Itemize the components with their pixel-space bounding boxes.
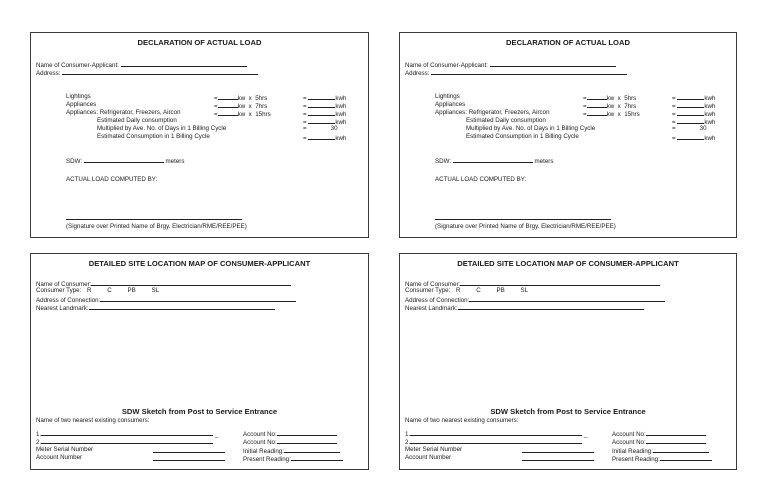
sdw-field[interactable]: [66, 156, 184, 166]
kw-line: [218, 101, 238, 108]
item-2-number: 2.: [36, 439, 42, 446]
estimated-daily-label: Estimated Daily consumption: [466, 117, 546, 124]
address-line: [431, 68, 627, 75]
address-line: [62, 68, 258, 75]
kw-unit: kw: [237, 103, 246, 110]
account-no-label: Account No:: [612, 439, 646, 446]
present-reading-line: [291, 454, 343, 461]
consumer-name-line: [121, 60, 247, 67]
heavy-appliances-label: Appliances: Refrigerator, Freezers, Aircon: [66, 109, 181, 116]
computed-by-label: ACTUAL LOAD COMPUTED BY:: [66, 176, 158, 183]
initial-reading-line: [284, 446, 340, 453]
kw-line: [587, 101, 607, 108]
kwh-unit: kwh: [704, 135, 716, 142]
eq-sign: =: [672, 103, 676, 110]
item-2-number: 2.: [405, 439, 411, 446]
present-reading-label: Present Reading:: [612, 456, 660, 463]
kw-unit: kw: [606, 111, 615, 118]
eq-sign: =: [303, 125, 307, 132]
eq-sign: =: [672, 125, 676, 132]
item-2-line: [41, 437, 213, 444]
lightings-label: Lightings: [66, 93, 91, 100]
kw-unit: kw: [606, 103, 615, 110]
multiplied-label: Multiplied by Ave. No. of Days in 1 Billing Cycle: [466, 125, 596, 132]
kwh-unit: kwh: [335, 95, 347, 102]
item-1-tail: _: [583, 431, 588, 438]
nearest-consumers-label: Name of two nearest existing consumers:: [36, 417, 150, 424]
kw-line: [218, 109, 238, 116]
item-1-number: 1.: [405, 431, 411, 438]
account-no-label: Account No:: [243, 431, 277, 438]
type-c-option[interactable]: C: [476, 287, 481, 294]
sdw-field[interactable]: [435, 156, 553, 166]
declaration-title: DECLARATION OF ACTUAL LOAD: [137, 38, 262, 47]
eq-sign: =: [214, 95, 218, 102]
connection-address-line: [469, 295, 665, 302]
appliances-label: Appliances: [435, 101, 466, 108]
item-1-line: [41, 429, 213, 436]
item-1-tail: _: [214, 431, 219, 438]
eq-sign: =: [672, 111, 676, 118]
eq-sign: =: [583, 103, 587, 110]
consumer-name-label: Name of Consumer-Applicant:: [36, 62, 119, 69]
kwh-unit: kwh: [704, 95, 716, 102]
estimated-daily-label: Estimated Daily consumption: [97, 117, 177, 124]
hours-value: 7hrs: [624, 103, 637, 110]
estimated-billing-label: Estimated Consumption in 1 Billing Cycle: [97, 133, 210, 140]
eq-sign: =: [583, 95, 587, 102]
declaration-title: DECLARATION OF ACTUAL LOAD: [506, 38, 630, 47]
lightings-label: Lightings: [435, 93, 460, 100]
times-sign: x: [248, 95, 252, 102]
meter-serial-line: [522, 446, 594, 453]
initial-reading-line: [653, 446, 709, 453]
account-no-line: [277, 437, 337, 444]
kw-unit: kw: [237, 111, 246, 118]
account-number-label: Account Number: [36, 454, 83, 461]
meter-serial-line: [153, 446, 225, 453]
account-number-field[interactable]: [522, 454, 594, 464]
kwh-line: [677, 93, 704, 100]
landmark-field[interactable]: [405, 303, 644, 313]
item-1-number: 1.: [36, 431, 42, 438]
connection-address-line: [100, 295, 296, 302]
landmark-line: [89, 303, 275, 310]
account-number-field[interactable]: [153, 454, 225, 464]
eq-sign: =: [303, 103, 307, 110]
heavy-appliances-kw-field[interactable]: [214, 109, 271, 119]
signature-caption: (Signature over Printed Name of Brgy. Electrician/RME/REE/PEE): [435, 223, 616, 230]
declaration-form-right: [399, 32, 737, 238]
sketch-title: SDW Sketch from Post to Service Entrance: [121, 407, 278, 416]
account-number-line: [153, 454, 225, 461]
landmark-line: [458, 303, 644, 310]
eq-sign: =: [672, 135, 676, 142]
eq-sign: =: [583, 111, 587, 118]
type-r-option[interactable]: R: [456, 287, 461, 294]
times-sign: x: [248, 103, 252, 110]
meter-serial-label: Meter Serial Number: [36, 446, 94, 453]
sketch-title: SDW Sketch from Post to Service Entrance: [490, 407, 646, 416]
site-map-title: DETAILED SITE LOCATION MAP OF CONSUMER-APPLICANT: [457, 259, 679, 268]
item-1-line: [410, 429, 582, 436]
address-field[interactable]: [36, 68, 258, 78]
days-value: 30: [699, 125, 707, 132]
consumer-name-label: Name of Consumer:: [405, 281, 461, 288]
consumer-name-label: Name of Consumer-Applicant:: [405, 62, 488, 69]
kw-line: [587, 109, 607, 116]
kw-unit: kw: [606, 95, 615, 102]
landmark-label: Nearest Landmark:: [405, 305, 458, 312]
kwh-unit: kwh: [704, 103, 716, 110]
consumer-name-line: [91, 279, 291, 286]
times-sign: x: [617, 103, 621, 110]
eq-sign: =: [303, 111, 307, 118]
multiplied-label: Multiplied by Ave. No. of Days in 1 Billing Cycle: [97, 125, 227, 132]
days-value: 30: [330, 125, 338, 132]
address-label: Address:: [36, 70, 61, 77]
hours-value: 15hrs: [624, 111, 640, 118]
eq-sign: =: [303, 119, 307, 126]
site-map-form-left: [30, 253, 369, 470]
declaration-form-left: [30, 32, 369, 238]
sdw-label: SDW:: [66, 158, 83, 165]
signature-caption: (Signature over Printed Name of Brgy. Electrician/RME/REE/PEE): [66, 223, 247, 230]
sdw-line: [84, 156, 164, 163]
kwh-unit: kwh: [335, 119, 347, 126]
type-sl-option[interactable]: SL: [520, 287, 529, 294]
hours-value: 7hrs: [255, 103, 268, 110]
kwh-line: [308, 117, 335, 124]
account-no-line: [646, 437, 706, 444]
consumer-type-field: [405, 287, 528, 295]
connection-address-label: Address of Connection:: [36, 297, 101, 304]
computed-by-label: ACTUAL LOAD COMPUTED BY:: [435, 176, 527, 183]
eq-sign: =: [214, 111, 218, 118]
consumer-name-line: [490, 60, 616, 67]
kwh-unit: kwh: [335, 111, 347, 118]
consumer-name-line: [460, 279, 660, 286]
sdw-label: SDW:: [435, 158, 452, 165]
account-number-label: Account Number: [405, 454, 452, 461]
present-reading-label: Present Reading:: [243, 456, 291, 463]
landmark-field[interactable]: [36, 303, 275, 313]
kwh-line: [677, 109, 704, 116]
sdw-unit: meters: [534, 158, 554, 165]
account-number-line: [522, 454, 594, 461]
hours-value: 5hrs: [624, 95, 637, 102]
appliances-label: Appliances: [66, 101, 97, 108]
account-no-label: Account No:: [243, 439, 277, 446]
estimated-billing-field[interactable]: [303, 133, 346, 143]
type-r-option[interactable]: R: [87, 287, 92, 294]
account-no-label: Account No:: [612, 431, 646, 438]
nearest-consumers-label: Name of two nearest existing consumers:: [405, 417, 519, 424]
kw-unit: kw: [237, 95, 246, 102]
multiplied-value: [672, 125, 707, 133]
kwh-line: [677, 133, 704, 140]
eq-sign: =: [672, 119, 676, 126]
sdw-unit: meters: [165, 158, 185, 165]
signature-line[interactable]: [435, 219, 611, 220]
kwh-line: [308, 93, 335, 100]
account-no-line: [277, 429, 337, 436]
landmark-label: Nearest Landmark:: [36, 305, 89, 312]
estimated-billing-label: Estimated Consumption in 1 Billing Cycle: [466, 133, 579, 140]
consumer-type-label: Consumer Type:: [36, 287, 82, 294]
sdw-line: [453, 156, 533, 163]
initial-reading-label: Initial Reading:: [612, 448, 653, 455]
heavy-appliances-kw-field[interactable]: [583, 109, 640, 119]
kwh-unit: kwh: [704, 119, 716, 126]
kwh-line: [308, 101, 335, 108]
hours-value: 5hrs: [255, 95, 268, 102]
kwh-line: [308, 109, 335, 116]
type-pb-option[interactable]: PB: [127, 287, 136, 294]
kw-line: [218, 93, 238, 100]
site-map-form-right: [399, 253, 737, 470]
kwh-unit: kwh: [704, 111, 716, 118]
type-sl-option[interactable]: SL: [151, 287, 160, 294]
kwh-line: [677, 117, 704, 124]
consumer-name-label: Name of Consumer:: [36, 281, 92, 288]
consumer-type-label: Consumer Type:: [405, 287, 451, 294]
hours-value: 15hrs: [255, 111, 271, 118]
eq-sign: =: [672, 95, 676, 102]
account-no-line: [646, 429, 706, 436]
site-map-title: DETAILED SITE LOCATION MAP OF CONSUMER-APPLICANT: [88, 259, 311, 268]
consumer-type-field: [36, 287, 159, 295]
type-pb-option[interactable]: PB: [496, 287, 505, 294]
kwh-line: [308, 133, 335, 140]
meter-serial-label: Meter Serial Number: [405, 446, 463, 453]
item-2-line: [410, 437, 582, 444]
type-c-option[interactable]: C: [107, 287, 112, 294]
kwh-line: [677, 101, 704, 108]
present-reading-field[interactable]: [243, 454, 343, 464]
eq-sign: =: [303, 95, 307, 102]
multiplied-value: [303, 125, 338, 133]
signature-line[interactable]: [66, 219, 242, 220]
times-sign: x: [617, 111, 621, 118]
estimated-billing-field[interactable]: [672, 133, 715, 143]
present-reading-field[interactable]: [612, 454, 712, 464]
address-field[interactable]: [405, 68, 627, 78]
initial-reading-label: Initial Reading:: [243, 448, 284, 455]
heavy-appliances-label: Appliances: Refrigerator, Freezers, Aircon: [435, 109, 550, 116]
eq-sign: =: [214, 103, 218, 110]
address-label: Address:: [405, 70, 430, 77]
times-sign: x: [248, 111, 252, 118]
present-reading-line: [660, 454, 712, 461]
kw-line: [587, 93, 607, 100]
eq-sign: =: [303, 135, 307, 142]
times-sign: x: [617, 95, 621, 102]
kwh-unit: kwh: [335, 103, 347, 110]
connection-address-label: Address of Connection:: [405, 297, 470, 304]
kwh-unit: kwh: [335, 135, 347, 142]
